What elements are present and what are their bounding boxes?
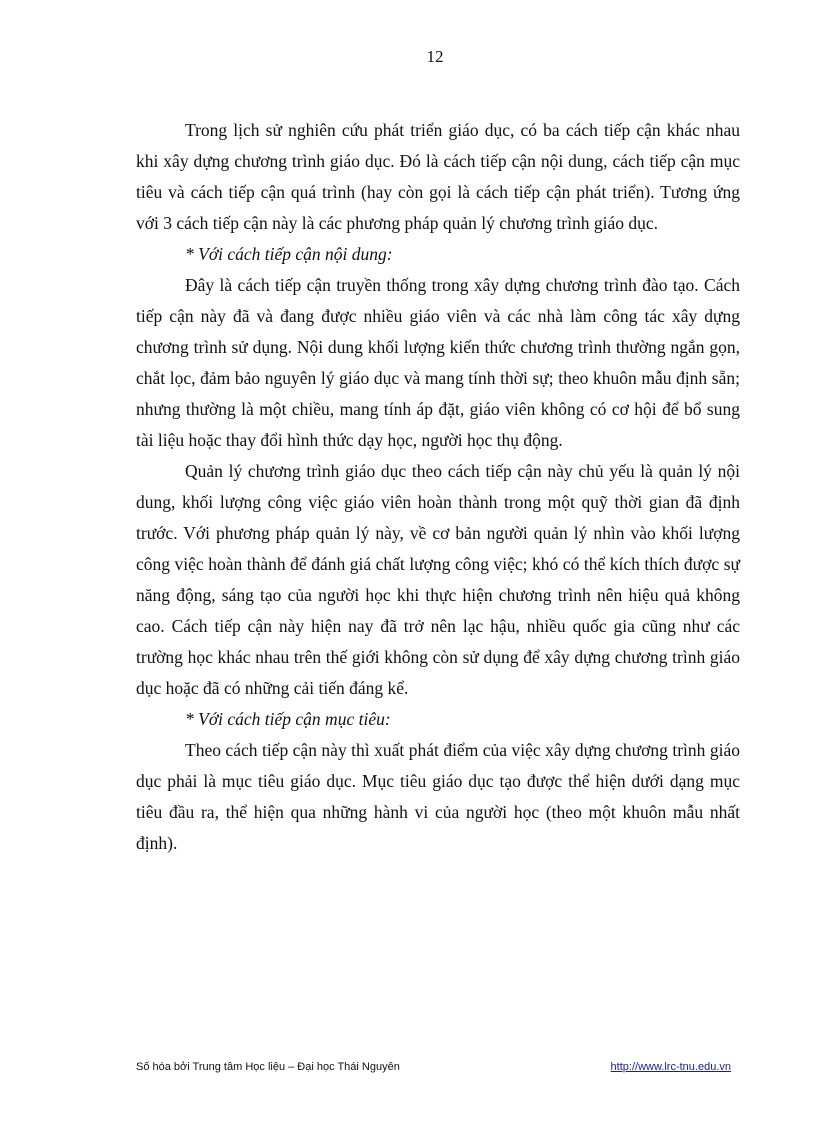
page-footer [136,1061,731,1073]
footer-credit: Số hóa bởi Trung tâm Học liệu – Đại học Thái Nguyên [136,1061,400,1073]
paragraph-content-approach: Đây là cách tiếp cận truyền thống trong xây dựng chương trình đào tạo. Cách tiếp cận này đã và đang được nhiều giáo viên và các nhà làm công tác xây dựng chương trình sử dụng. Nội dung khối lượng kiến thức chương trình thường ngắn gọn, chắt lọc, đảm bảo nguyên lý giáo dục và mang tính thời sự; theo khuôn mẫu định sẵn; nhưng thường là một chiều, mang tính áp đặt, giáo viên không có cơ hội để bổ sung tài liệu hoặc thay đổi hình thức dạy học, người học thụ động. [136,275,740,450]
page-number: 12 [426,47,444,66]
document-body [136,115,740,859]
paragraph-content-management: Quản lý chương trình giáo dục theo cách tiếp cận này chủ yếu là quản lý nội dung, khối lượng công việc giáo viên hoàn thành trong một quỹ thời gian đã định trước. Với phương pháp quản lý này, về cơ bản người quản lý nhìn vào khối lượng công việc hoàn thành để đánh giá chất lượng công việc; khó có thể kích thích được sự năng động, sáng tạo của người học khi thực hiện chương trình nên hiệu quả không cao. Cách tiếp cận này hiện nay đã trở nên lạc hậu, nhiều quốc gia cũng như các trường học khác nhau trên thế giới không còn sử dụng để xây dựng chương trình giáo dục hoặc đã có những cải tiến đáng kể. [136,461,740,698]
section-heading-objective-approach: * Với cách tiếp cận mục tiêu: [185,709,391,729]
paragraph-intro: Trong lịch sử nghiên cứu phát triển giáo dục, có ba cách tiếp cận khác nhau khi xây dựng chương trình giáo dục. Đó là cách tiếp cận nội dung, cách tiếp cận mục tiêu và cách tiếp cận quá trình (hay còn gọi là cách tiếp cận phát triển). Tương ứng với 3 cách tiếp cận này là các phương pháp quản lý chương trình giáo dục. [136,120,740,233]
section-heading-content-approach: * Với cách tiếp cận nội dung: [185,244,393,264]
footer-link[interactable]: http://www.lrc-tnu.edu.vn [610,1061,731,1073]
paragraph-objective-approach: Theo cách tiếp cận này thì xuất phát điểm của việc xây dựng chương trình giáo dục phải là mục tiêu giáo dục. Mục tiêu giáo dục tạo được thể hiện dưới dạng mục tiêu đầu ra, thể hiện qua những hành vi của người học (theo một khuôn mẫu nhất định). [136,740,740,853]
